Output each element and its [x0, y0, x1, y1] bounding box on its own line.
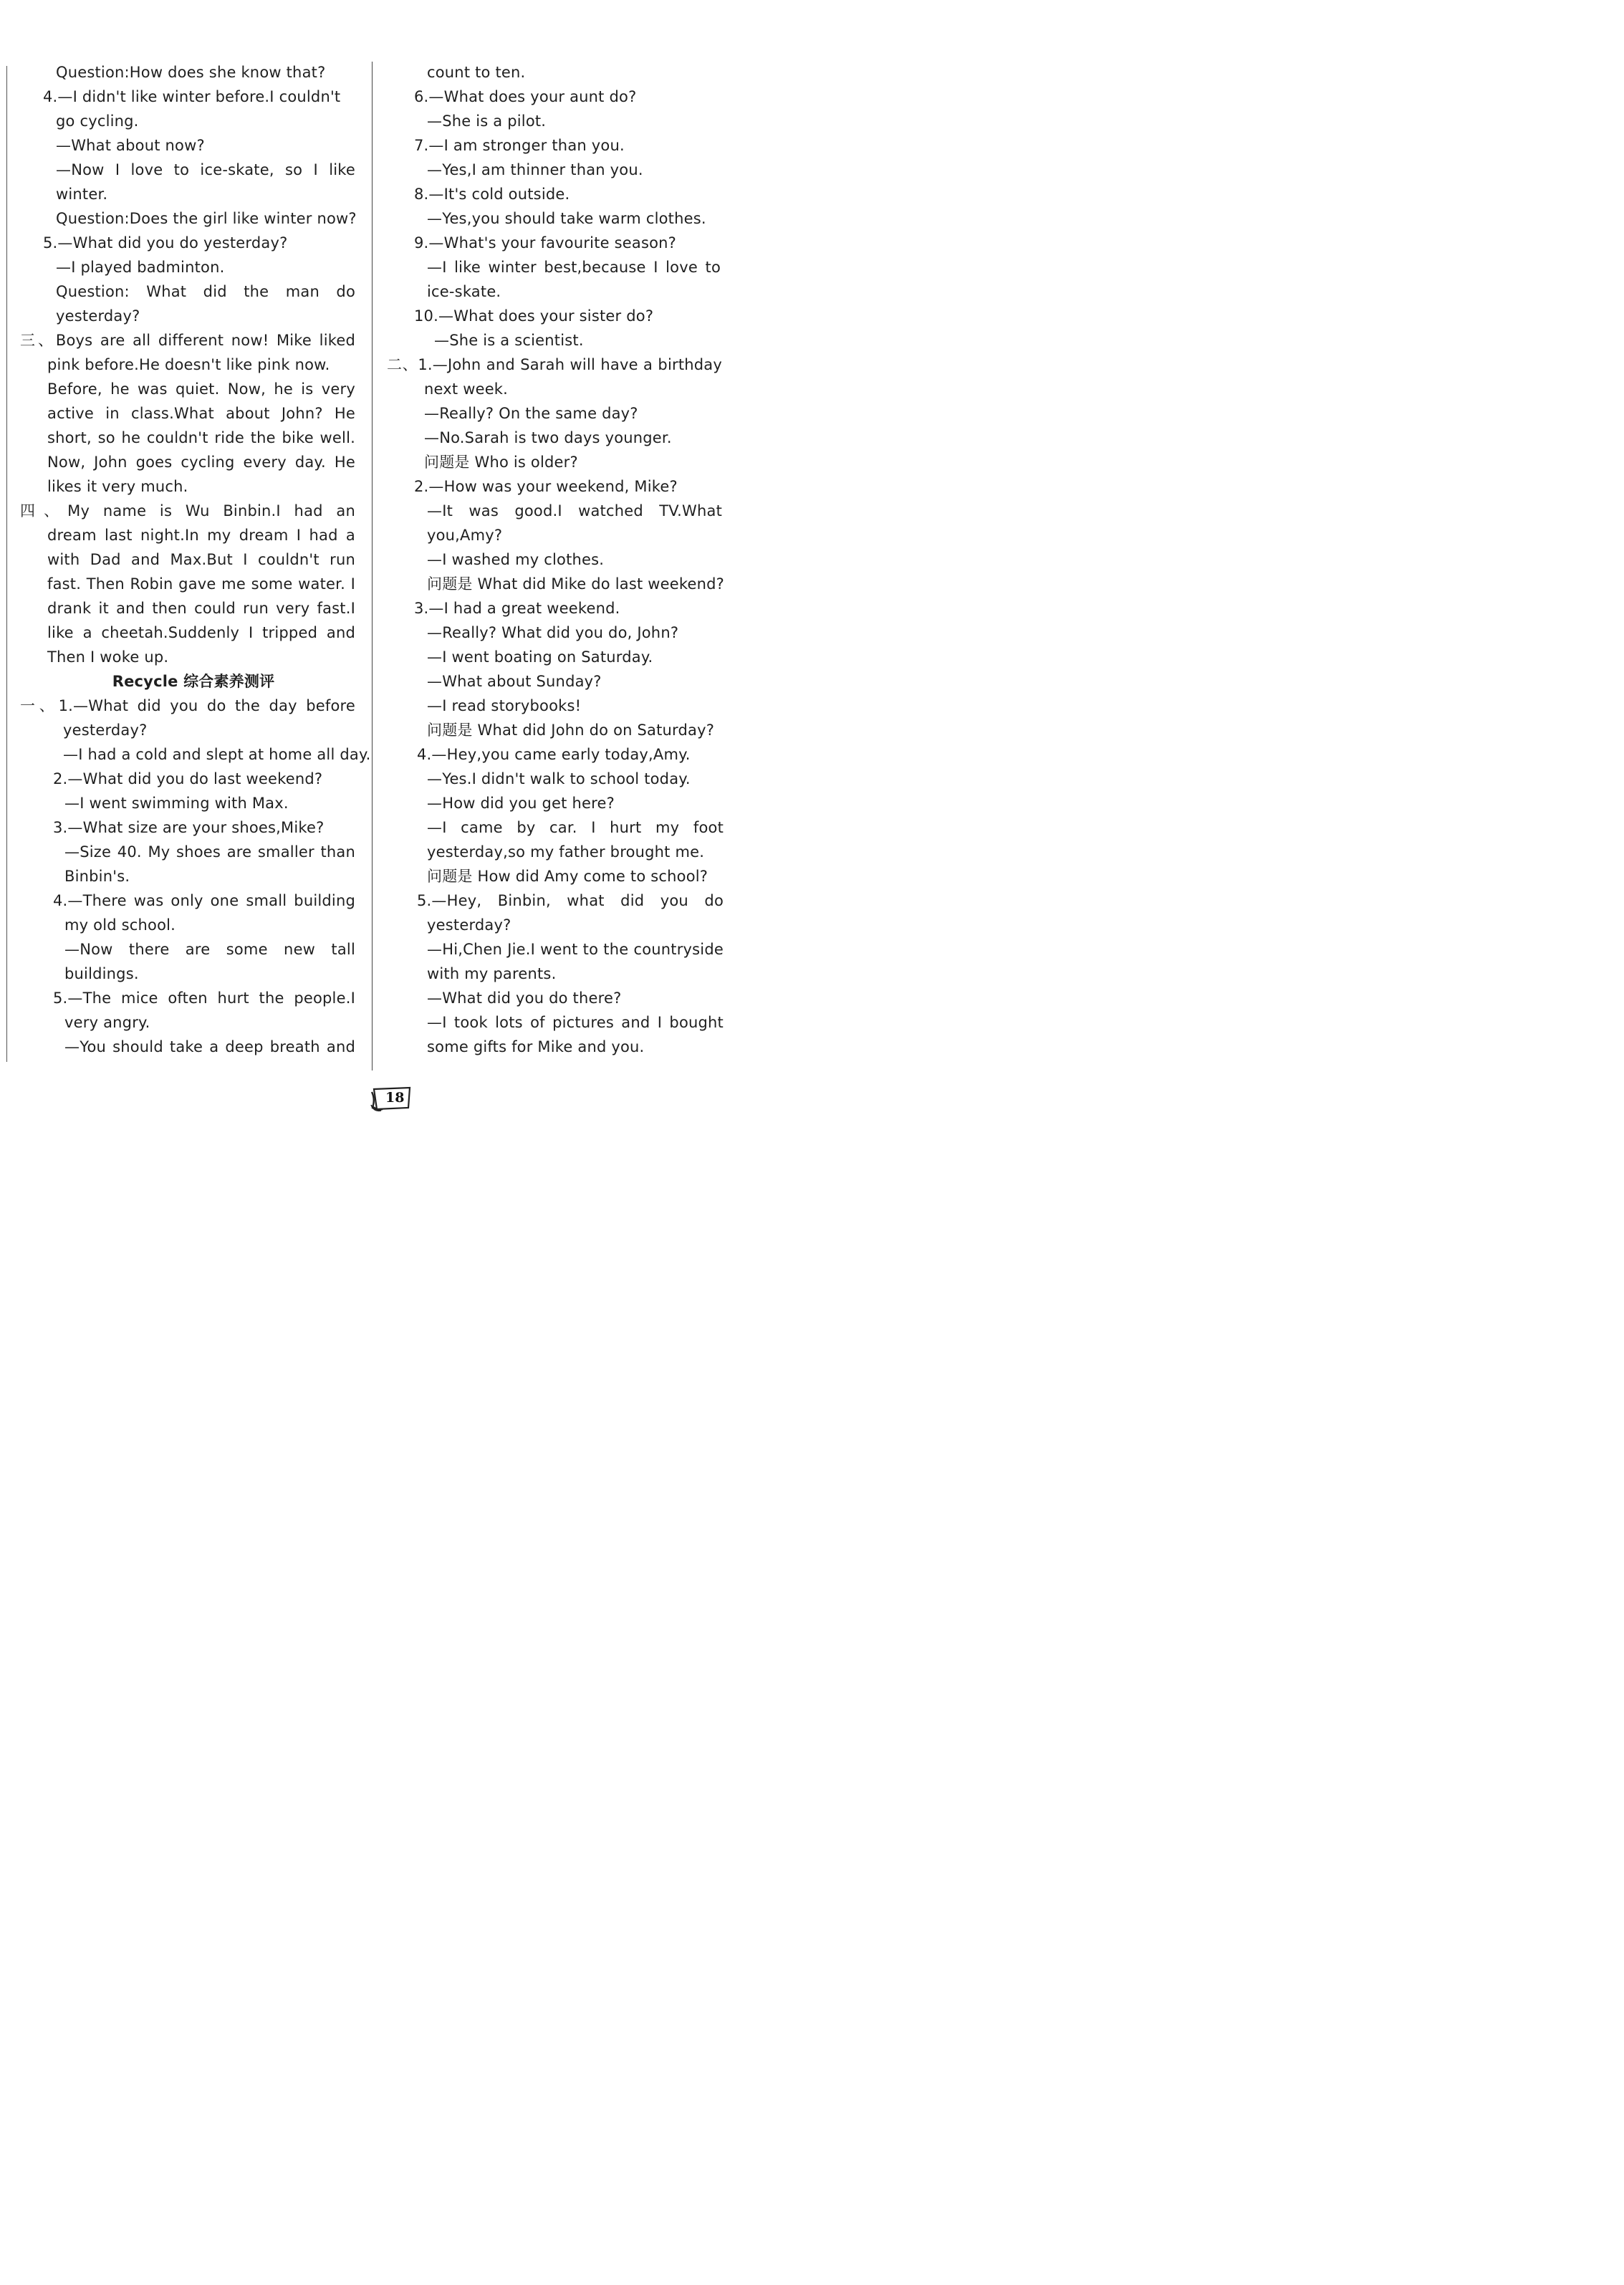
text-line: 4.—There was only one small building: [53, 892, 355, 909]
text-line: Question:How does she know that?: [56, 64, 326, 81]
text-line: 2.—What did you do last weekend?: [53, 770, 323, 787]
text-line: —I went boating on Saturday.: [427, 648, 653, 666]
text-line: Before, he was quiet. Now, he is very: [47, 380, 355, 398]
section-title: Recycle 综合素养测评: [112, 673, 275, 690]
text-line: —What about Sunday?: [427, 673, 602, 690]
section-four-heading: 四、My name is Wu Binbin.I had an: [20, 502, 355, 519]
text-line: —She is a scientist.: [434, 332, 584, 349]
text-line: —I washed my clothes.: [427, 551, 605, 568]
question-line: 问题是 What did Mike do last weekend?: [427, 575, 724, 593]
text-line: 8.—It's cold outside.: [414, 186, 570, 203]
question-line: 问题是 How did Amy come to school?: [427, 868, 708, 885]
text-line: 4.—Hey,you came early today,Amy.: [417, 746, 691, 763]
text-line: —She is a pilot.: [427, 112, 547, 130]
text-line: winter.: [56, 186, 108, 203]
text-line: dream last night.In my dream I had a: [47, 527, 355, 544]
text-line: some gifts for Mike and you.: [427, 1038, 645, 1055]
section-one-heading: 一、1.—What did you do the day before: [20, 697, 355, 714]
text-line: 4.—I didn't like winter before.I couldn't: [43, 88, 341, 105]
text-line: —Now there are some new tall: [64, 941, 355, 958]
text-line: 5.—What did you do yesterday?: [43, 234, 288, 252]
text-line: 7.—I am stronger than you.: [414, 137, 625, 154]
text-line: —Yes,I am thinner than you.: [427, 161, 643, 178]
text-line: —I came by car. I hurt my foot: [427, 819, 724, 836]
text-line: —What did you do there?: [427, 990, 622, 1007]
text-line: you,Amy?: [427, 527, 503, 544]
text-line: —No.Sarah is two days younger.: [424, 429, 672, 446]
text-line: 5.—The mice often hurt the people.I: [53, 990, 355, 1007]
text-line: yesterday?: [63, 722, 148, 739]
text-line: ice-skate.: [427, 283, 501, 300]
question-line: 问题是 What did John do on Saturday?: [427, 722, 715, 739]
text-line: —Now I love to ice-skate, so I like: [56, 161, 355, 178]
text-line: —Hi,Chen Jie.I went to the countryside: [427, 941, 724, 958]
text-line: my old school.: [64, 916, 176, 934]
text-line: drank it and then could run very fast.I: [47, 600, 355, 617]
text-line: 6.—What does your aunt do?: [414, 88, 637, 105]
section-two-heading: 二、1.—John and Sarah will have a birthday: [387, 356, 722, 373]
text-line: pink before.He doesn't like pink now.: [47, 356, 330, 373]
text-line: with my parents.: [427, 965, 557, 982]
text-line: like a cheetah.Suddenly I tripped and: [47, 624, 355, 641]
text-line: —Really? What did you do, John?: [427, 624, 679, 641]
text-line: buildings.: [64, 965, 139, 982]
text-line: with Dad and Max.But I couldn't run: [47, 551, 355, 568]
text-line: 3.—What size are your shoes,Mike?: [53, 819, 325, 836]
text-line: —I had a cold and slept at home all day.: [63, 746, 371, 763]
text-line: —I read storybooks!: [427, 697, 582, 714]
text-line: 3.—I had a great weekend.: [414, 600, 620, 617]
text-line: 5.—Hey, Binbin, what did you do: [417, 892, 724, 909]
text-line: 10.—What does your sister do?: [414, 307, 654, 325]
text-line: count to ten.: [427, 64, 526, 81]
text-line: —I like winter best,because I love to: [427, 259, 721, 276]
column-divider: [372, 62, 373, 1070]
text-line: —I went swimming with Max.: [64, 795, 289, 812]
page-number: 18: [385, 1090, 405, 1106]
text-line: —How did you get here?: [427, 795, 615, 812]
text-line: 2.—How was your weekend, Mike?: [414, 478, 678, 495]
section-three-heading: 三、Boys are all different now! Mike liked: [20, 332, 355, 349]
text-line: —Really? On the same day?: [424, 405, 638, 422]
text-line: —I played badminton.: [56, 259, 225, 276]
text-line: next week.: [424, 380, 509, 398]
page-edge-line: [6, 66, 7, 1062]
text-line: Then I woke up.: [47, 648, 169, 666]
text-line: very angry.: [64, 1014, 150, 1031]
text-line: Binbin's.: [64, 868, 130, 885]
text-line: go cycling.: [56, 112, 139, 130]
text-line: —Yes,you should take warm clothes.: [427, 210, 706, 227]
text-line: —Size 40. My shoes are smaller than: [64, 843, 355, 861]
text-line: likes it very much.: [47, 478, 188, 495]
text-line: —You should take a deep breath and: [64, 1038, 355, 1055]
text-line: Question: What did the man do: [56, 283, 355, 300]
text-line: fast. Then Robin gave me some water. I: [47, 575, 355, 593]
page-footer: [370, 1085, 414, 1112]
text-line: —It was good.I watched TV.What: [427, 502, 722, 519]
text-line: —Yes.I didn't walk to school today.: [427, 770, 691, 787]
text-line: Question:Does the girl like winter now?: [56, 210, 357, 227]
text-line: —I took lots of pictures and I bought: [427, 1014, 724, 1031]
question-line: 问题是 Who is older?: [424, 454, 578, 471]
text-line: 9.—What's your favourite season?: [414, 234, 677, 252]
text-line: active in class.What about John? He: [47, 405, 355, 422]
text-line: Now, John goes cycling every day. He: [47, 454, 355, 471]
text-line: yesterday?: [56, 307, 140, 325]
text-line: short, so he couldn't ride the bike well.: [47, 429, 355, 446]
text-line: yesterday?: [427, 916, 511, 934]
text-line: —What about now?: [56, 137, 205, 154]
text-line: yesterday,so my father brought me.: [427, 843, 705, 861]
